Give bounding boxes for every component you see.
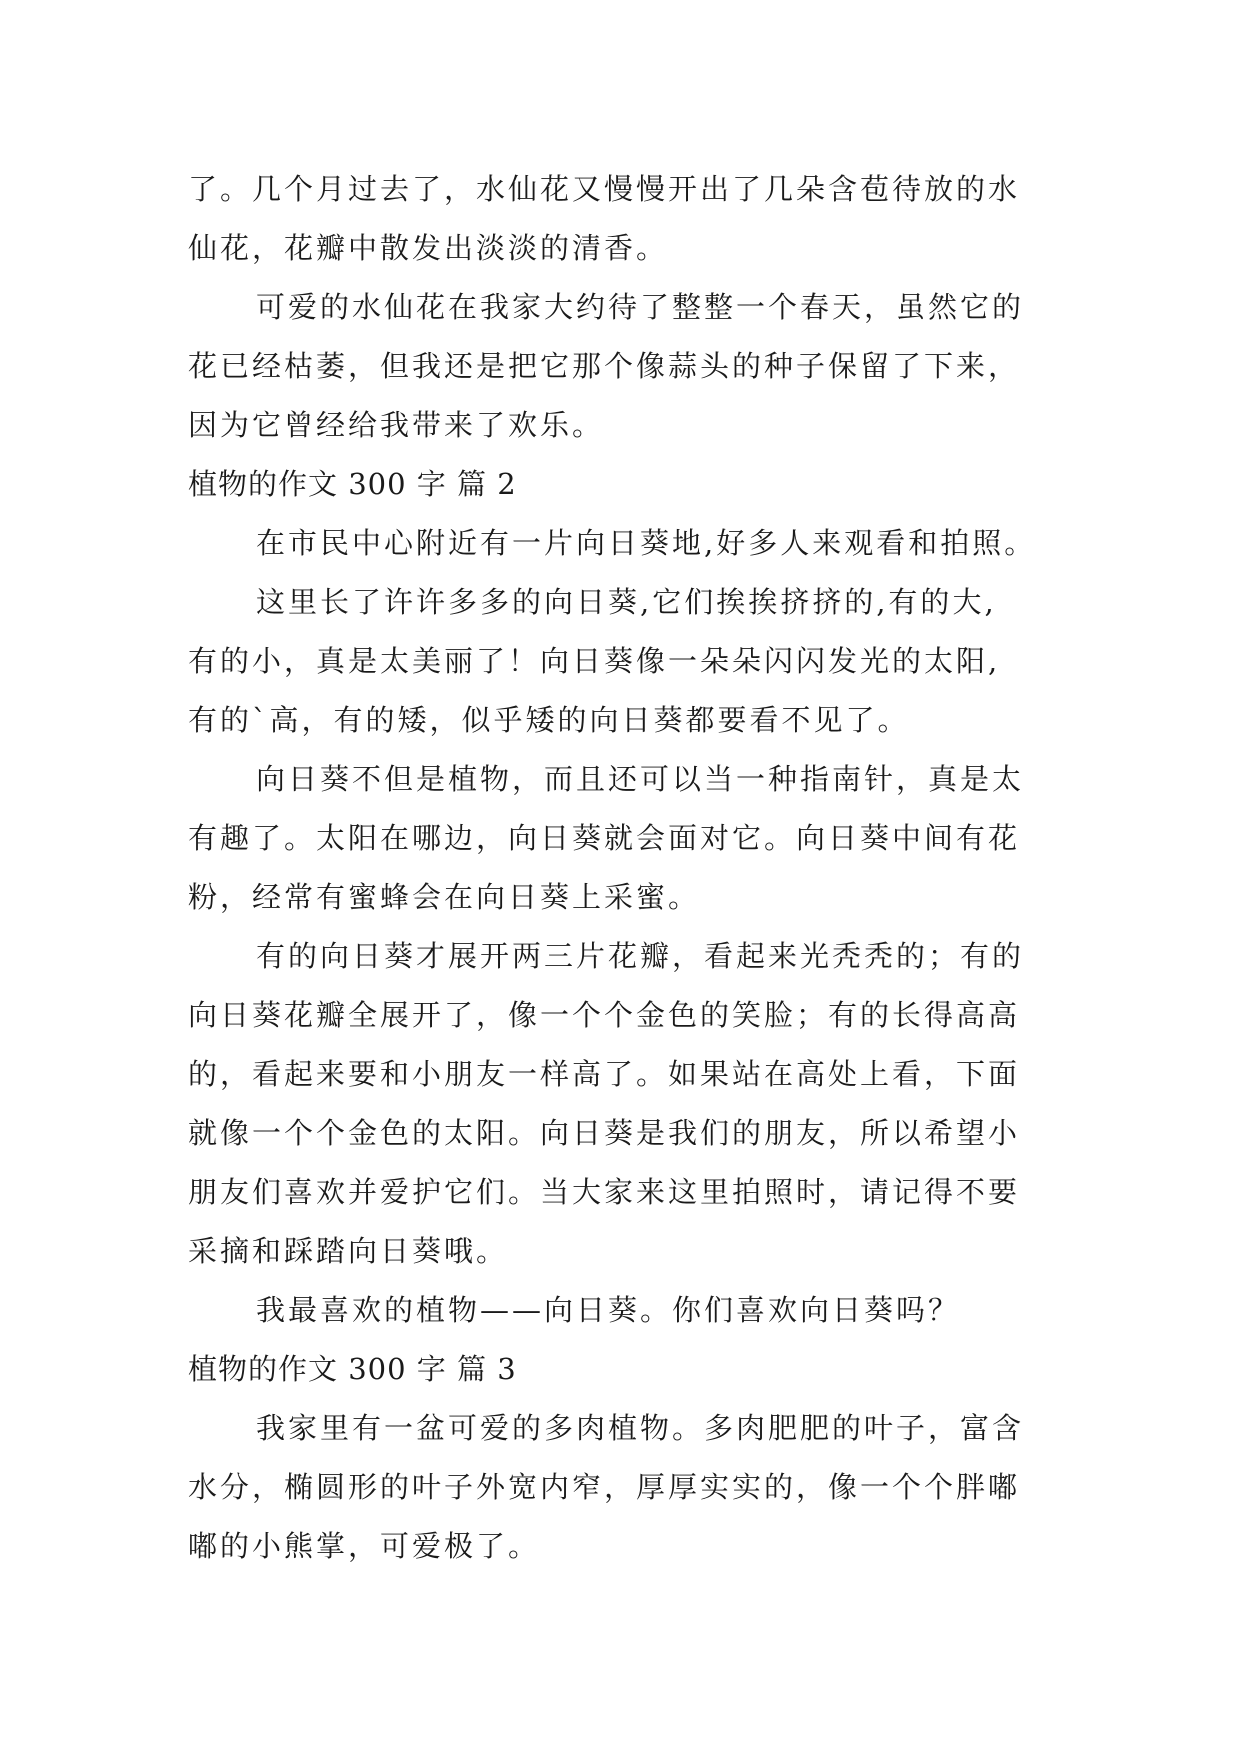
text-line: 花已经枯萎，但我还是把它那个像蒜头的种子保留了下来， xyxy=(188,349,1021,383)
text-line: 了。几个月过去了，水仙花又慢慢开出了几朵含苞待放的水 xyxy=(188,172,1021,206)
text-line: 我家里有一盆可爱的多肉植物。多肉肥肥的叶子，富含 xyxy=(256,1411,1025,1445)
text-line: 可爱的水仙花在我家大约待了整整一个春天，虽然它的 xyxy=(256,290,1025,324)
text-line: 水分，椭圆形的叶子外宽内窄，厚厚实实的，像一个个胖嘟 xyxy=(188,1470,1021,1504)
text-line: 就像一个个金色的太阳。向日葵是我们的朋友，所以希望小 xyxy=(188,1116,1021,1150)
text-line: 向日葵花瓣全展开了，像一个个金色的笑脸；有的长得高高 xyxy=(188,998,1021,1032)
text-line: 有的`高，有的矮，似乎矮的向日葵都要看不见了。 xyxy=(188,703,910,737)
text-line: 嘟的小熊掌，可爱极了。 xyxy=(188,1529,541,1563)
text-line: 有的小，真是太美丽了！向日葵像一朵朵闪闪发光的太阳, xyxy=(188,644,1001,678)
text-line: 在市民中心附近有一片向日葵地,好多人来观看和拍照。 xyxy=(256,526,1037,560)
text-line: 这里长了许许多多的向日葵,它们挨挨挤挤的,有的大, xyxy=(256,585,997,619)
text-line: 朋友们喜欢并爱护它们。当大家来这里拍照时，请记得不要 xyxy=(188,1175,1021,1209)
document-body xyxy=(188,160,1058,1576)
text-line: 向日葵不但是植物，而且还可以当一种指南针，真是太 xyxy=(256,762,1025,796)
text-line: 的，看起来要和小朋友一样高了。如果站在高处上看，下面 xyxy=(188,1057,1021,1091)
text-line: 有趣了。太阳在哪边，向日葵就会面对它。向日葵中间有花 xyxy=(188,821,1021,855)
text-line: 我最喜欢的植物——向日葵。你们喜欢向日葵吗？ xyxy=(256,1293,961,1327)
text-line: 粉，经常有蜜蜂会在向日葵上采蜜。 xyxy=(188,880,701,914)
text-line: 仙花，花瓣中散发出淡淡的清香。 xyxy=(188,231,669,265)
section-heading: 植物的作文 300 字 篇 3 xyxy=(188,1352,517,1386)
text-line: 有的向日葵才展开两三片花瓣，看起来光秃秃的；有的 xyxy=(256,939,1025,973)
text-line: 采摘和踩踏向日葵哦。 xyxy=(188,1234,509,1268)
section-heading: 植物的作文 300 字 篇 2 xyxy=(188,467,517,501)
text-line: 因为它曾经给我带来了欢乐。 xyxy=(188,408,605,442)
